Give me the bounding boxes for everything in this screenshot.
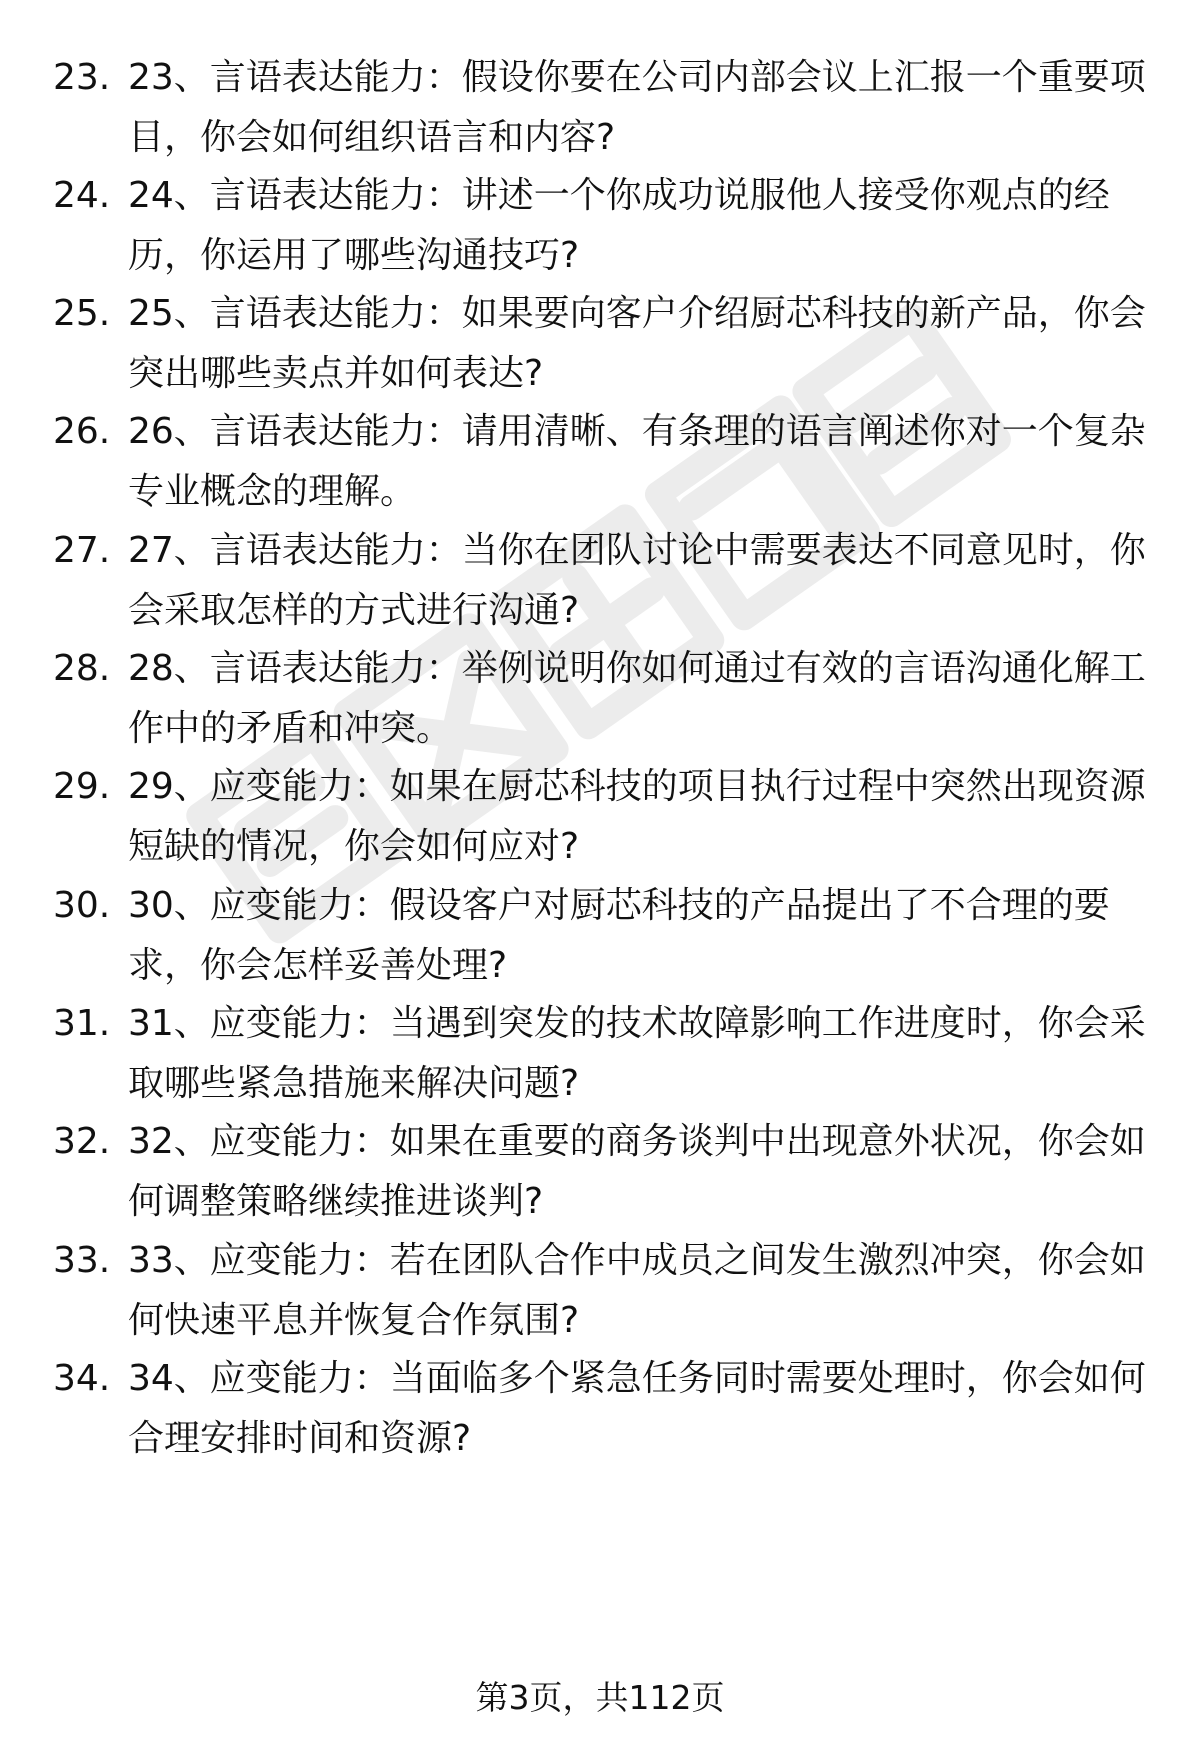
item-number: 31. [53,1003,111,1044]
item-text: 24、言语表达能力：讲述一个你成功说服他人接受你观点的经历，你运用了哪些沟通技巧? [128,175,1110,276]
item-text: 25、言语表达能力：如果要向客户介绍厨芯科技的新产品，你会突出哪些卖点并如何表达? [128,293,1146,394]
item-number: 29. [53,766,111,807]
item-number: 34. [53,1358,111,1399]
list-item [0,402,1200,522]
item-text: 27、言语表达能力：当你在团队讨论中需要表达不同意见时，你会采取怎样的方式进行沟通? [128,530,1146,631]
item-text: 29、应变能力：如果在厨芯科技的项目执行过程中突然出现资源短缺的情况，你会如何应对? [128,766,1146,867]
list-item [0,757,1200,877]
list-item [0,639,1200,759]
item-text: 30、应变能力：假设客户对厨芯科技的产品提出了不合理的要求，你会怎样妥善处理? [128,885,1110,986]
list-item [0,994,1200,1114]
list-item [0,1349,1200,1469]
item-number: 25. [53,293,111,334]
item-text: 23、言语表达能力：假设你要在公司内部会议上汇报一个重要项目，你会如何组织语言和内容? [128,57,1146,158]
item-text: 28、言语表达能力：举例说明你如何通过有效的言语沟通化解工作中的矛盾和冲突。 [128,648,1146,749]
item-text: 31、应变能力：当遇到突发的技术故障影响工作进度时，你会采取哪些紧急措施来解决问题? [128,1003,1146,1104]
item-text: 34、应变能力：当面临多个紧急任务同时需要处理时，你会如何合理安排时间和资源? [128,1358,1146,1459]
item-number: 28. [53,648,111,689]
item-number: 27. [53,530,111,571]
item-number: 23. [53,57,111,98]
item-number: 26. [53,411,111,452]
item-number: 32. [53,1121,111,1162]
item-text: 33、应变能力：若在团队合作中成员之间发生激烈冲突，你会如何快速平息并恢复合作氛围? [128,1240,1146,1341]
list-item [0,1231,1200,1351]
page-footer: 第3页，共112页 [475,1678,725,1717]
item-number: 24. [53,175,111,216]
list-item [0,284,1200,404]
list-item [0,166,1200,286]
item-text: 26、言语表达能力：请用清晰、有条理的语言阐述你对一个复杂专业概念的理解。 [128,411,1146,512]
list-item [0,876,1200,996]
item-text: 32、应变能力：如果在重要的商务谈判中出现意外状况，你会如何调整策略继续推进谈判? [128,1121,1146,1222]
list-item [0,521,1200,641]
item-number: 33. [53,1240,111,1281]
item-number: 30. [53,885,111,926]
list-item [0,1112,1200,1232]
list-item [0,48,1200,168]
